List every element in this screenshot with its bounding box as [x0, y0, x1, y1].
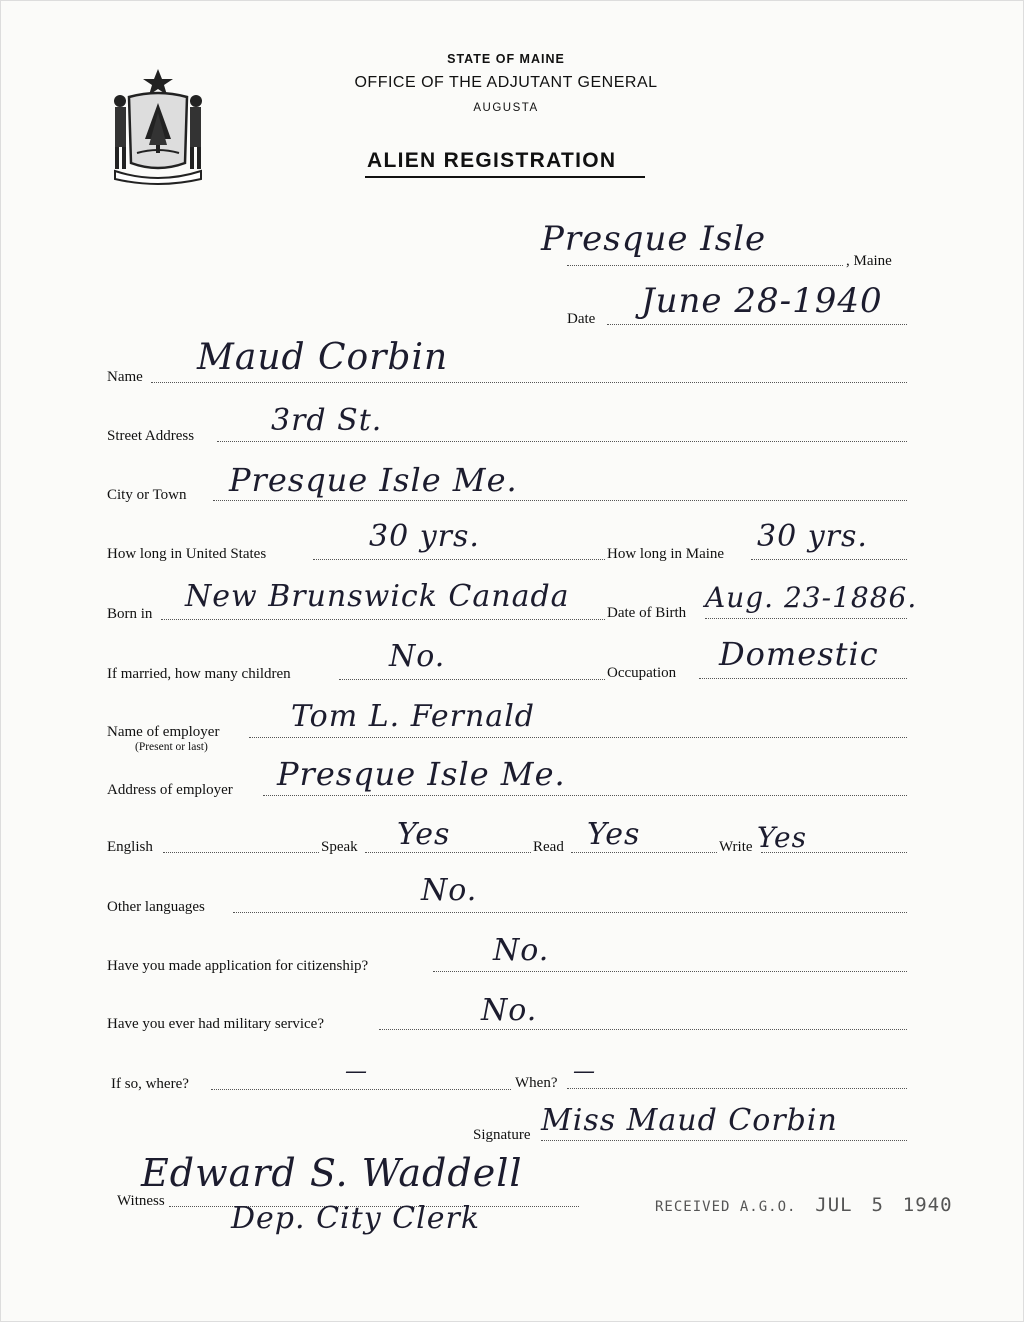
english-line: [163, 852, 319, 853]
employer-value: Tom L. Fernald: [291, 699, 535, 734]
us-duration-value: 30 yrs.: [369, 519, 480, 554]
street-label: Street Address: [107, 428, 195, 444]
where-label: If so, where?: [111, 1076, 189, 1092]
received-stamp: [655, 1194, 953, 1216]
place-line: [567, 265, 843, 266]
where-value: —: [345, 1059, 368, 1084]
read-label: Read: [533, 839, 564, 855]
stamp-month: JUL: [815, 1194, 853, 1216]
born-in-label: Born in: [107, 606, 153, 622]
born-in-line: [161, 619, 605, 620]
us-duration-label: How long in United States: [107, 546, 267, 562]
children-value: No.: [389, 639, 446, 674]
witness-label: Witness: [117, 1193, 165, 1209]
maine-duration-line: [751, 559, 907, 560]
name-value: Maud Corbin: [197, 337, 449, 378]
dob-value: Aug. 23-1886.: [705, 581, 918, 614]
signature-line: [541, 1140, 907, 1141]
other-languages-label: Other languages: [107, 899, 205, 915]
write-value: Yes: [757, 821, 807, 854]
us-duration-line: [313, 559, 605, 560]
place-value: Presque Isle: [541, 219, 767, 259]
form-title: ALIEN REGISTRATION: [367, 149, 617, 172]
children-line: [339, 679, 605, 680]
write-label: Write: [719, 839, 753, 855]
stamp-year: 1940: [902, 1194, 953, 1216]
speak-line: [365, 852, 531, 853]
maine-label: , Maine: [846, 253, 892, 269]
name-label: Name: [107, 369, 143, 385]
maine-duration-label: How long in Maine: [607, 546, 725, 562]
maine-duration-value: 30 yrs.: [757, 519, 868, 554]
employer-sublabel: (Present or last): [135, 741, 208, 753]
state-heading: STATE OF MAINE: [447, 52, 565, 66]
children-label: If married, how many children: [107, 666, 291, 682]
dob-line: [705, 618, 907, 619]
witness-value: Edward S. Waddell: [141, 1151, 523, 1195]
read-value: Yes: [587, 817, 641, 852]
occupation-label: Occupation: [607, 665, 677, 681]
when-line: [567, 1088, 907, 1089]
born-in-value: New Brunswick Canada: [185, 579, 570, 614]
speak-label: Speak: [321, 839, 358, 855]
dob-label: Date of Birth: [607, 605, 687, 621]
occupation-line: [699, 678, 907, 679]
employer-address-line: [263, 795, 907, 796]
stamp-day: 5: [871, 1194, 884, 1216]
military-value: No.: [481, 993, 538, 1028]
signature-value: Miss Maud Corbin: [541, 1103, 838, 1138]
city-value: Presque Isle Me.: [229, 461, 518, 499]
employer-line: [249, 737, 907, 738]
other-languages-line: [233, 912, 907, 913]
maine-seal-icon: [107, 67, 209, 185]
stamp-prefix: RECEIVED A.G.O.: [655, 1199, 797, 1215]
military-line: [379, 1029, 907, 1030]
when-label: When?: [515, 1075, 558, 1091]
when-value: —: [573, 1059, 596, 1084]
office-heading: OFFICE OF THE ADJUTANT GENERAL: [354, 74, 658, 91]
date-line: [607, 324, 907, 325]
citizenship-label: Have you made application for citizenship?: [107, 958, 369, 974]
city-heading: AUGUSTA: [473, 102, 539, 114]
date-label: Date: [567, 311, 596, 327]
name-line: [151, 382, 907, 383]
military-label: Have you ever had military service?: [107, 1016, 324, 1032]
other-languages-value: No.: [421, 873, 478, 908]
where-line: [211, 1089, 511, 1090]
employer-label: Name of employer: [107, 724, 220, 740]
employer-address-label: Address of employer: [107, 782, 233, 798]
read-line: [571, 852, 717, 853]
street-value: 3rd St.: [271, 403, 383, 438]
speak-value: Yes: [397, 817, 451, 852]
city-line: [213, 500, 907, 501]
citizenship-line: [433, 971, 907, 972]
city-label: City or Town: [107, 487, 187, 503]
signature-label: Signature: [473, 1127, 531, 1143]
employer-address-value: Presque Isle Me.: [277, 755, 566, 793]
street-line: [217, 441, 907, 442]
citizenship-value: No.: [493, 933, 550, 968]
english-label: English: [107, 839, 153, 855]
witness-title-value: Dep. City Clerk: [231, 1201, 480, 1236]
date-value: June 28-1940: [641, 281, 883, 321]
title-underline: [365, 176, 645, 178]
occupation-value: Domestic: [719, 635, 879, 673]
